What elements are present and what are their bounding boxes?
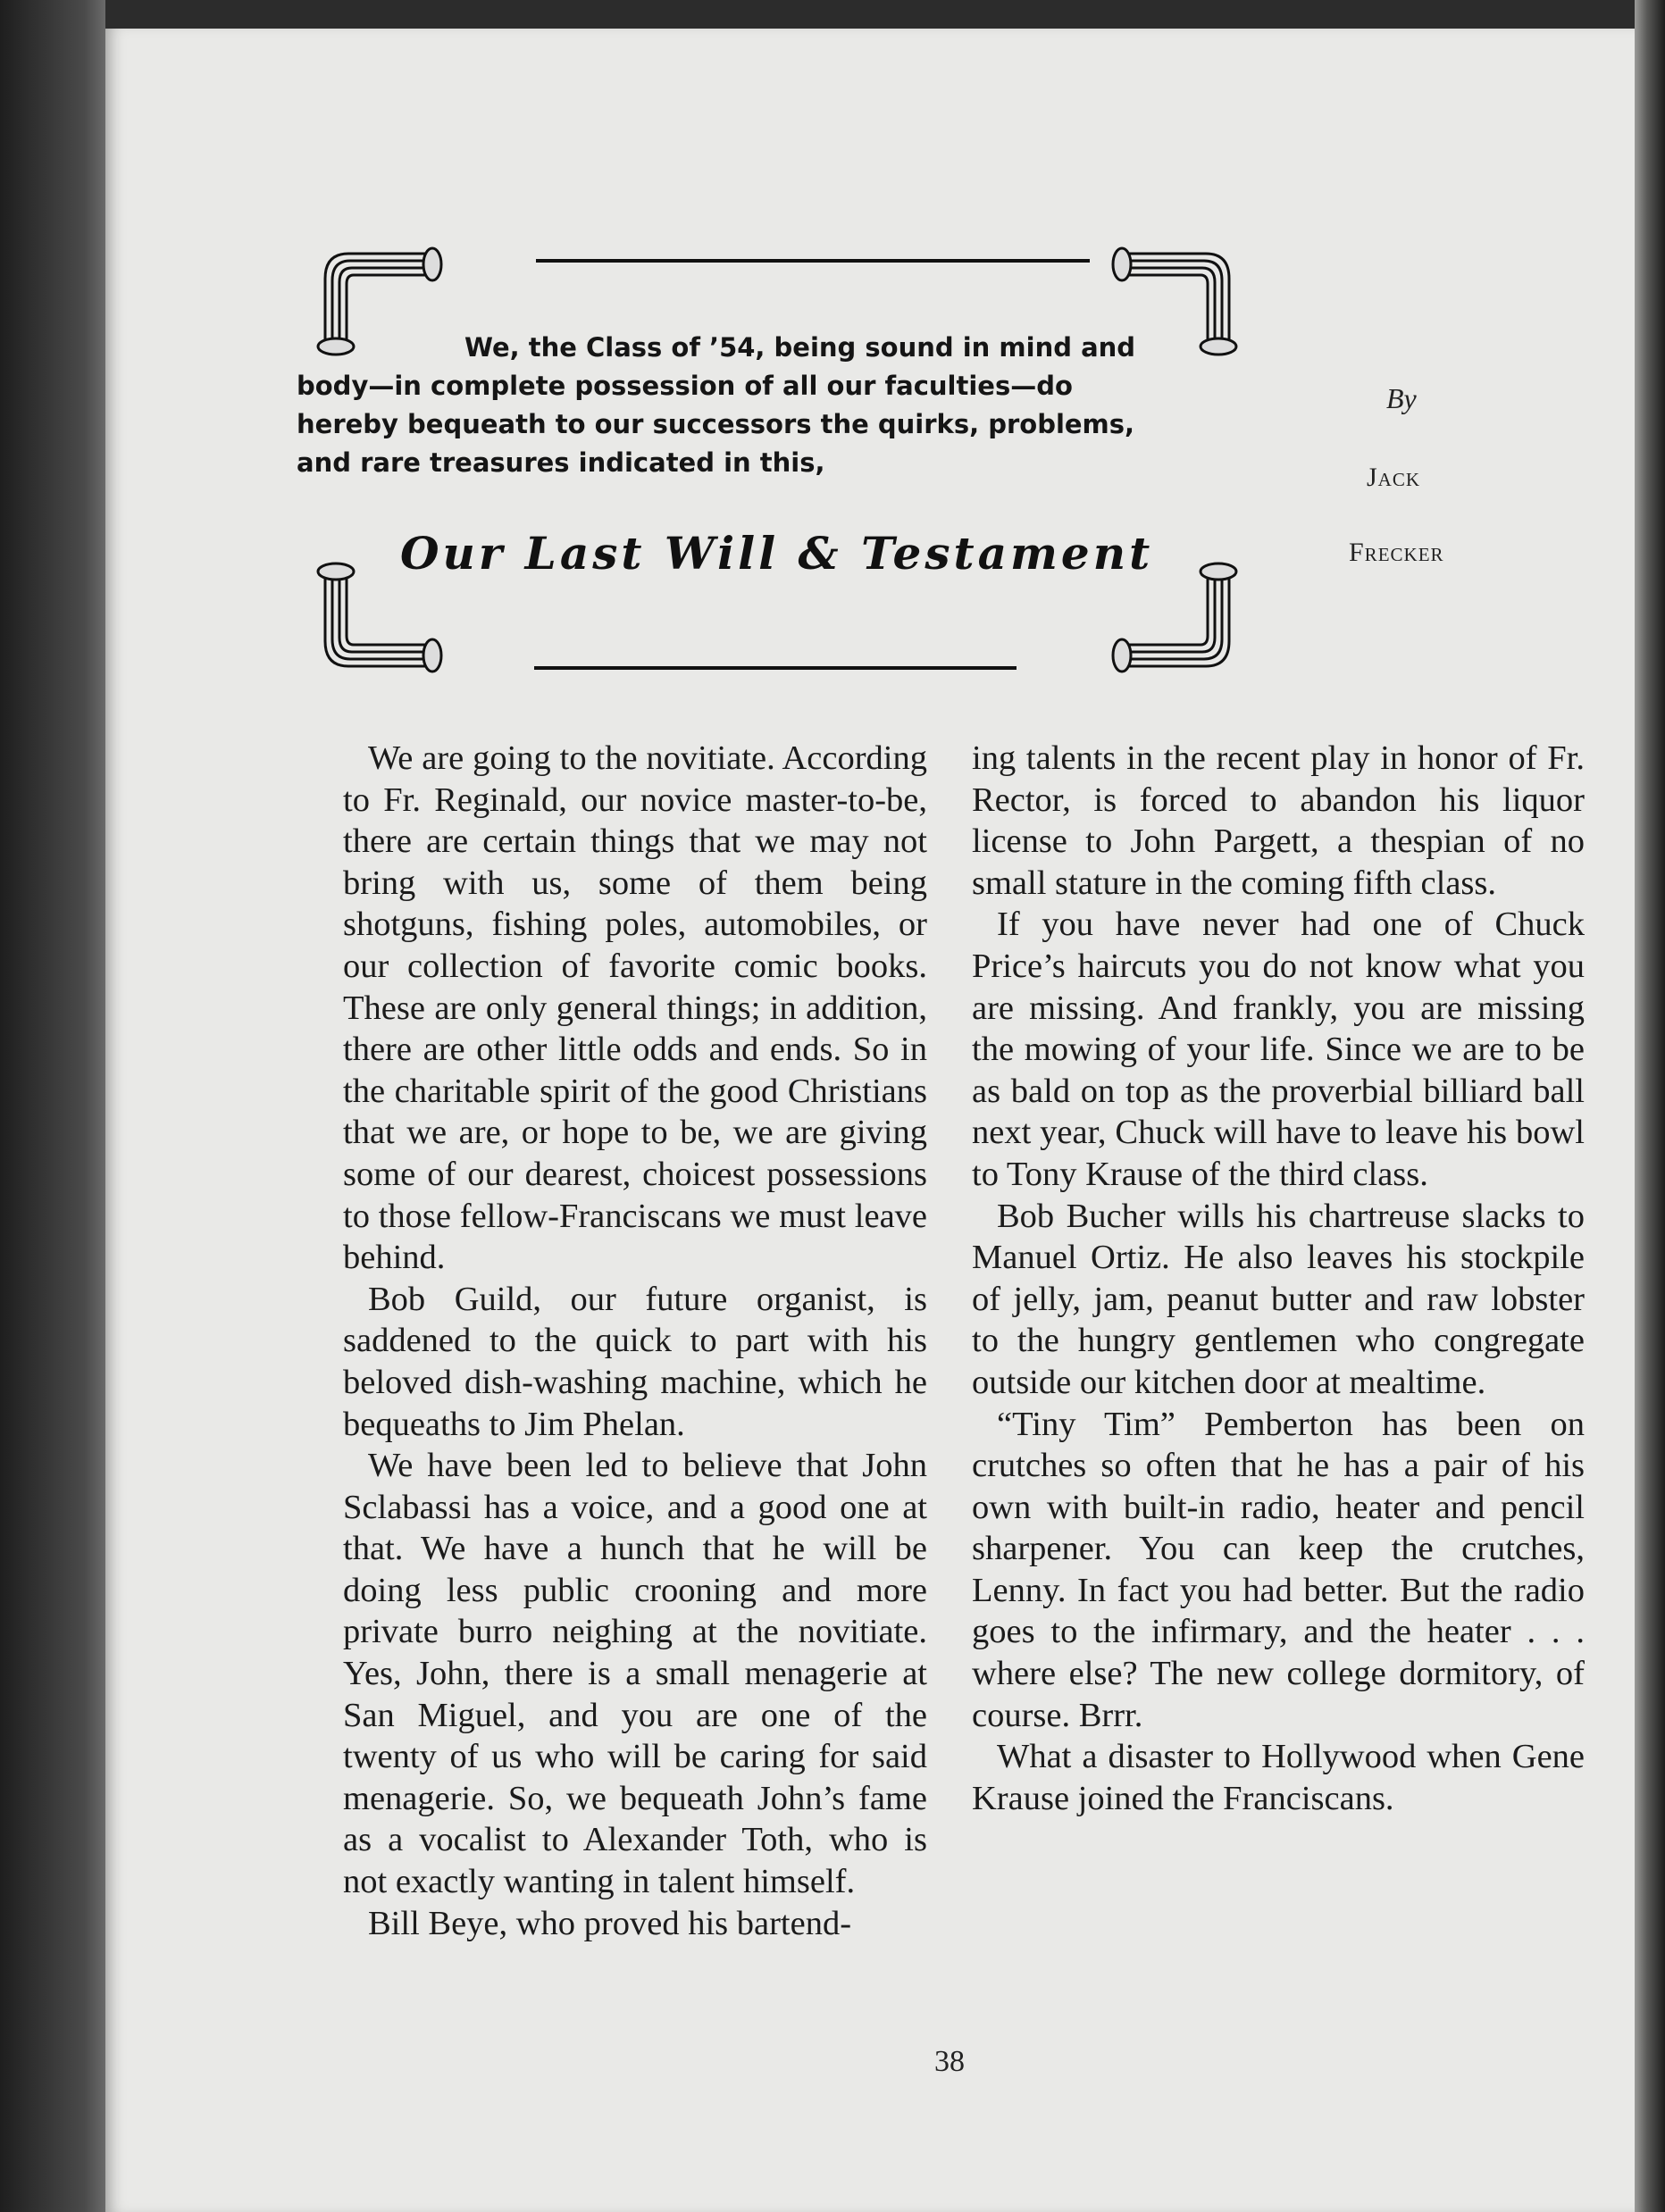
article-title: Our Last Will & Testament xyxy=(400,527,1154,580)
right-column xyxy=(972,738,1585,1819)
header-bottom-rule xyxy=(534,666,1017,670)
scan-background-top xyxy=(0,0,1665,29)
paragraph: We are going to the novitiate. According to Fr. Reginald, our novice master-to-be, there are certain things that we may not bring with us, some of them being shotguns, fishing poles, automobiles, or our collection of favorite comic books. These are only general things; in addition, there are other little odds and ends. So in the charitable spirit of the good Christians that we are, or hope to be, we are giving some of our dearest, choicest possessions to those fellow-Franciscans we must leave behind. xyxy=(343,739,927,1277)
byline-by: By xyxy=(1386,382,1417,414)
page-number: 38 xyxy=(934,2045,965,2078)
paragraph: If you have never had one of Chuck Price’s haircuts you do not know what you are missing. And frankly, you are missing the mowing of your life. Since we are to be as bald on top as the proverbial billiard ball next year, Chuck will have to leave his bowl to Tony Krause of the third class. xyxy=(972,906,1585,1193)
paragraph: “Tiny Tim” Pemberton has been on crutches so often that he has a pair of his own with built-in radio, heater and pencil sharpener. You can keep the crutches, Lenny. In fact you had better. But the radio goes to the infirmary, and the heater . . . where else? The new college dormitory, of course. Brrr. xyxy=(972,1405,1585,1734)
paragraph: What a disaster to Hollywood when Gene Krause joined the Franciscans. xyxy=(972,1738,1585,1817)
scan-background-left xyxy=(0,0,105,2212)
page-edge xyxy=(1635,0,1665,2212)
left-column xyxy=(343,738,927,1944)
paragraph: Bob Bucher wills his chartreuse slacks to Manuel Ortiz. He also leaves his stockpile of jelly, jam, peanut butter and raw lobster to the hungry gentlemen who congregate outside our kitchen door at mealtime. xyxy=(972,1197,1585,1401)
paragraph: Bob Guild, our future organist, is saddened to the quick to part with his beloved dish-washing machine, which he bequeaths to Jim Phelan. xyxy=(343,1280,927,1443)
author-first-name: Jack xyxy=(1367,463,1421,492)
author-last-name: Frecker xyxy=(1349,538,1444,567)
intro-statement: We, the Class of ’54, being sound in mind and body—in complete possession of all our faculties—do hereby bequeath to our successors the quirks, problems, and rare treasures indicated in this, xyxy=(297,332,1136,478)
paragraph: Bill Beye, who proved his bartend- xyxy=(368,1904,852,1942)
header-top-rule xyxy=(536,259,1090,263)
paragraph: We have been led to believe that John Sclabassi has a voice, and a good one at that. We have a hunch that he will be doing less public crooning and more private burro neighing at the novitiate. Yes, John, there is a small menagerie at San Miguel, and you are one of the twenty of us who will be caring for said menagerie. So, we bequeath John’s fame as a vocalist to Alexander Toth, who is not exactly wanting in talent himself. xyxy=(343,1447,927,1901)
paragraph: ing talents in the recent play in honor of Fr. Rector, is forced to abandon his liquor license to John Pargett, a thespian of no small stature in the coming fifth class. xyxy=(972,739,1585,902)
byline xyxy=(1349,384,1444,566)
